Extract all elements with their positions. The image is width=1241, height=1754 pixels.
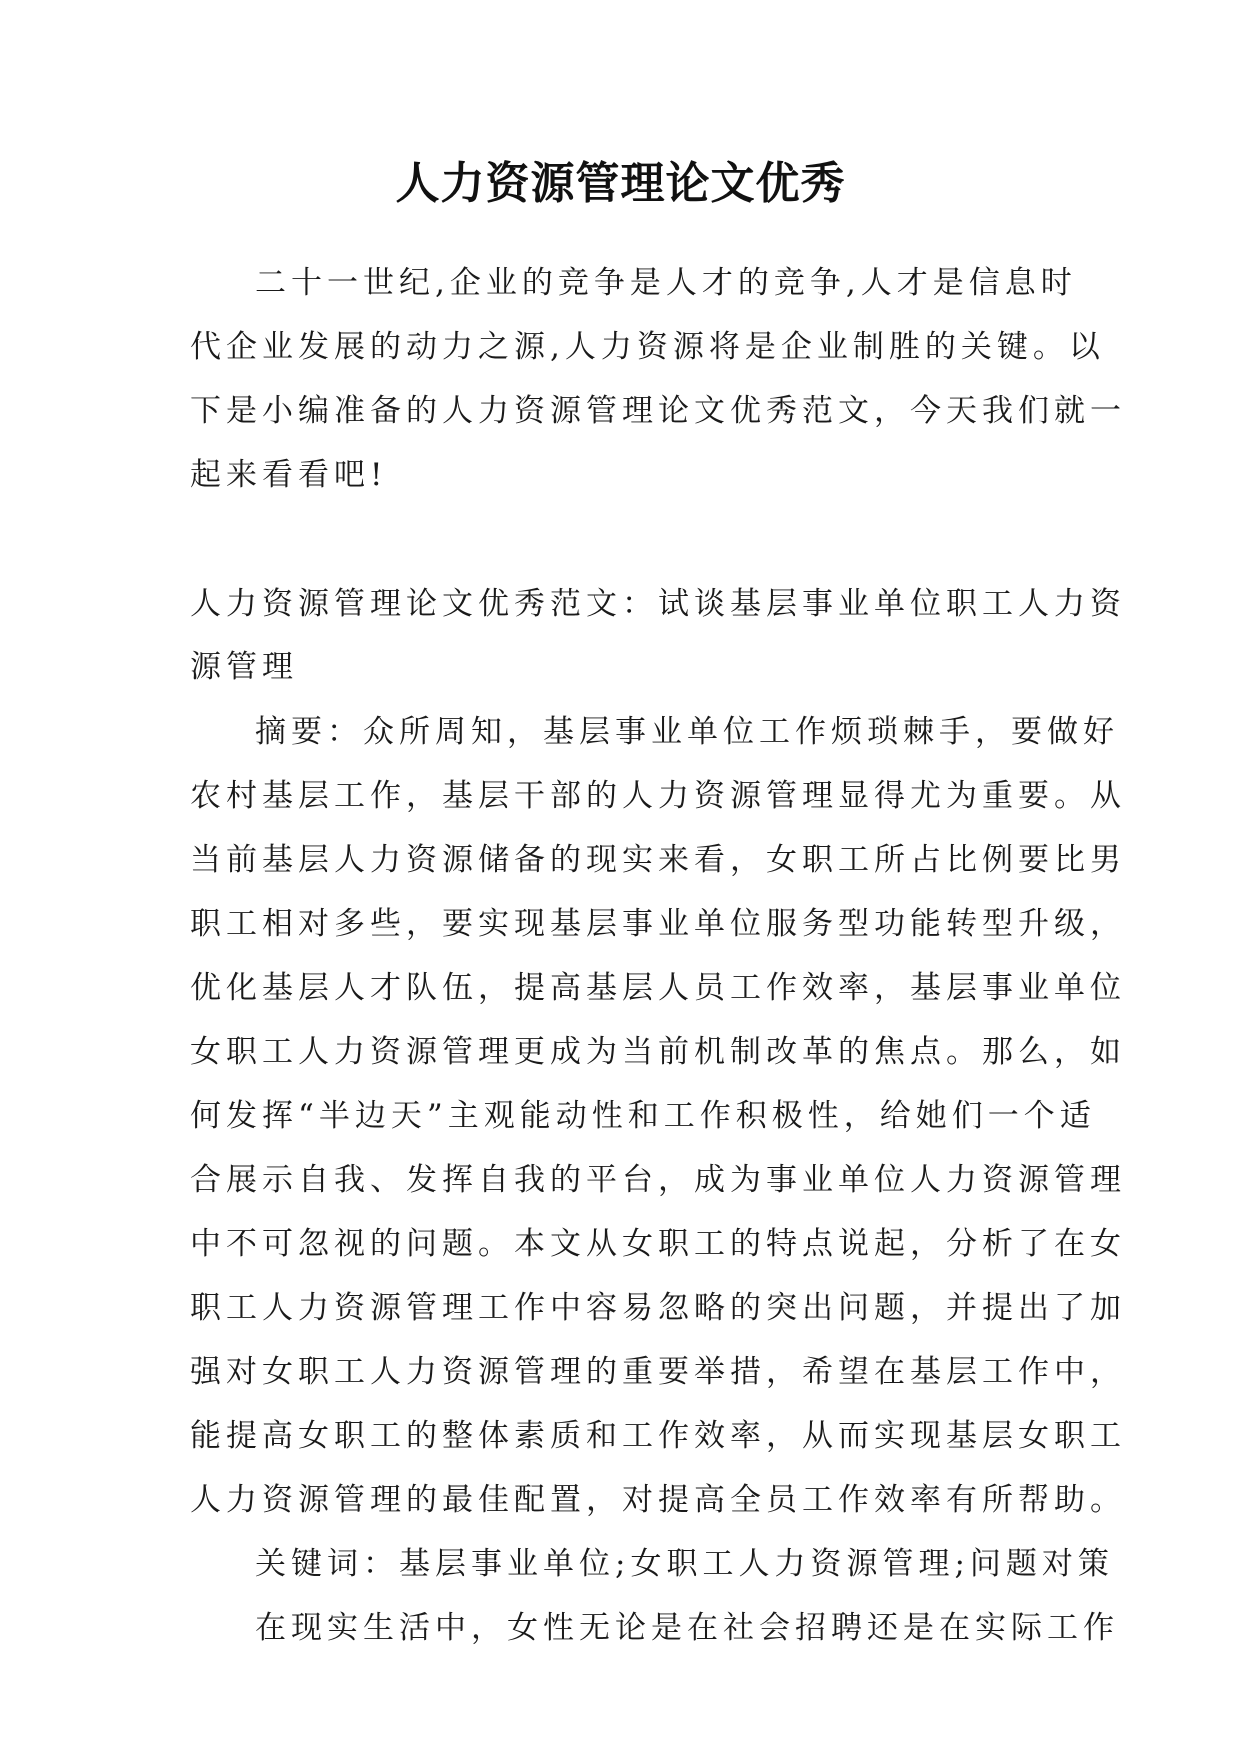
abstract-line: 职工相对多些，要实现基层事业单位服务型功能转型升级， bbox=[190, 906, 1126, 942]
abstract-line: 能提高女职工的整体素质和工作效率，从而实现基层女职工 bbox=[190, 1418, 1126, 1454]
abstract-line: 女职工人力资源管理更成为当前机制改革的焦点。那么，如 bbox=[190, 1034, 1126, 1070]
abstract-line: 当前基层人力资源储备的现实来看，女职工所占比例要比男 bbox=[190, 842, 1126, 878]
keywords-line: 关键词：基层事业单位;女职工人力资源管理;问题对策 bbox=[255, 1546, 1114, 1582]
section-heading-line: 源管理 bbox=[190, 649, 298, 685]
abstract-line: 合展示自我、发挥自我的平台，成为事业单位人力资源管理 bbox=[190, 1162, 1126, 1198]
abstract-line: 优化基层人才队伍，提高基层人员工作效率，基层事业单位 bbox=[190, 970, 1126, 1006]
document-title: 人力资源管理论文优秀 bbox=[395, 158, 846, 209]
intro-line: 下是小编准备的人力资源管理论文优秀范文，今天我们就一 bbox=[190, 393, 1126, 429]
abstract-line: 中不可忽视的问题。本文从女职工的特点说起，分析了在女 bbox=[190, 1226, 1126, 1262]
abstract-line: 人力资源管理的最佳配置，对提高全员工作效率有所帮助。 bbox=[190, 1482, 1126, 1518]
intro-line: 二十一世纪,企业的竞争是人才的竞争,人才是信息时 bbox=[255, 265, 1077, 301]
abstract-line: 何发挥“半边天”主观能动性和工作积极性，给她们一个适 bbox=[190, 1098, 1096, 1134]
abstract-line: 农村基层工作，基层干部的人力资源管理显得尤为重要。从 bbox=[190, 778, 1126, 814]
abstract-line: 职工人力资源管理工作中容易忽略的突出问题，并提出了加 bbox=[190, 1290, 1126, 1326]
abstract-line: 摘要：众所周知，基层事业单位工作烦琐棘手，要做好 bbox=[255, 714, 1119, 750]
body-paragraph-line: 在现实生活中，女性无论是在社会招聘还是在实际工作 bbox=[255, 1610, 1119, 1646]
abstract-line: 强对女职工人力资源管理的重要举措，希望在基层工作中， bbox=[190, 1354, 1126, 1390]
intro-line: 起来看看吧! bbox=[190, 457, 388, 493]
intro-line: 代企业发展的动力之源,人力资源将是企业制胜的关键。以 bbox=[190, 329, 1105, 365]
section-heading-line: 人力资源管理论文优秀范文：试谈基层事业单位职工人力资 bbox=[190, 586, 1126, 622]
